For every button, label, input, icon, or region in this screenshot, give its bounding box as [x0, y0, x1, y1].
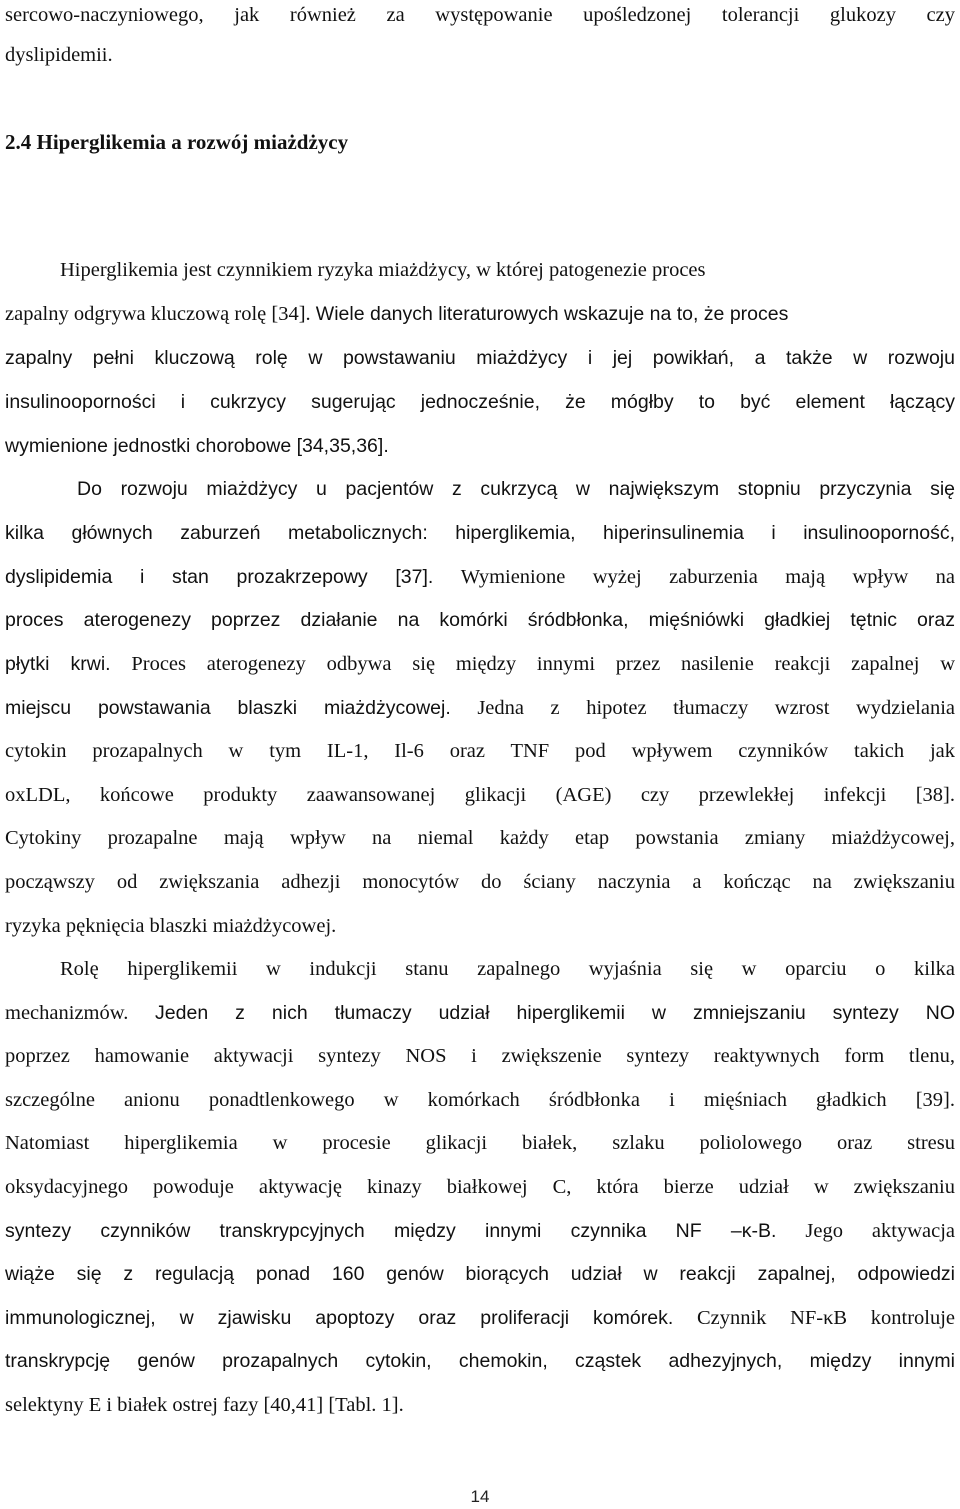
text-line: transkrypcję genów prozapalnych cytokin, chemokin, cząstek adhezyjnych, między innymi [5, 1350, 955, 1372]
text-line: oxLDL, końcowe produkty zaawansowanej glikacji (AGE) czy przewlekłej infekcji [38]. [5, 784, 955, 806]
text-line [5, 299, 955, 329]
text-line: począwszy od zwiększania adhezji monocytów do ściany naczynia a kończąc na zwiększaniu [5, 871, 955, 893]
text-segment: płytki krwi. [5, 653, 111, 675]
text-line: Hiperglikemia jest czynnikiem ryzyka miażdżycy, w której patogenezie proces [60, 259, 706, 281]
text-segment: miejscu powstawania blaszki miażdżycowej. [5, 697, 451, 719]
text-line: proces aterogenezy poprzez działanie na komórki śródbłonka, mięśniówki gładkiej tętnic oraz [5, 609, 955, 631]
text-segment: Czynnik NF-κB kontroluje [696, 1307, 956, 1329]
page-number: 14 [470, 1487, 490, 1506]
text-line: insulinooporności i cukrzycy sugerując jednocześnie, że mógłby to być element łączący [5, 391, 955, 413]
text-line [5, 562, 955, 592]
text-line: sercowo-naczyniowego, jak również za występowanie upośledzonej tolerancji glukozy czy [5, 4, 955, 26]
text-line: poprzez hamowanie aktywacji syntezy NOS i zwiększenie syntezy reaktywnych form tlenu, [5, 1045, 955, 1067]
text-line [5, 1303, 955, 1333]
text-line: wiąże się z regulacją ponad 160 genów biorących udział w reakcji zapalnej, odpowiedzi [5, 1263, 955, 1285]
text-segment: Proces aterogenezy odbywa się między innymi przez nasilenie reakcji zapalnej w [131, 653, 955, 675]
text-line: Cytokiny prozapalne mają wpływ na niemal każdy etap powstania zmiany miażdżycowej, [5, 827, 955, 849]
text-segment: Wiele danych literaturowych wskazuje na to, że proces [315, 303, 789, 325]
text-segment: Jeden z nich tłumaczy udział hiperglikemii w zmniejszaniu syntezy NO [155, 1002, 956, 1024]
text-line: wymienione jednostki chorobowe [34,35,36]. [5, 435, 389, 457]
text-segment: immunologicznej, w zjawisku apoptozy oraz proliferacji komórek. [5, 1307, 674, 1329]
text-segment: zapalny odgrywa kluczową rolę [34]. [5, 303, 311, 325]
text-segment: dyslipidemia i stan prozakrzepowy [37]. [5, 566, 434, 588]
text-line: Natomiast hiperglikemia w procesie glikacji białek, szlaku poliolowego oraz stresu [5, 1132, 955, 1154]
text-segment: mechanizmów. [5, 1002, 129, 1024]
text-line: Do rozwoju miażdżycy u pacjentów z cukrzycą w największym stopniu przyczynia się [77, 478, 955, 500]
text-segment: Jedna z hipotez tłumaczy wzrost wydzielania [477, 697, 956, 719]
text-line: cytokin prozapalnych w tym IL-1, Il-6 oraz TNF pod wpływem czynników takich jak [5, 740, 955, 762]
text-line: dyslipidemii. [5, 44, 113, 66]
text-segment: Wymienione wyżej zaburzenia mają wpływ na [460, 566, 956, 588]
text-line [5, 649, 955, 679]
text-segment: syntezy czynników transkrypcyjnych między innymi czynnika NF –κ-B. [5, 1220, 777, 1242]
text-segment: Jego aktywacja [805, 1220, 956, 1242]
text-line [5, 1216, 955, 1246]
text-line: Rolę hiperglikemii w indukcji stanu zapalnego wyjaśnia się w oparciu o kilka [60, 958, 955, 980]
text-line: zapalny pełni kluczową rolę w powstawaniu miażdżycy i jej powikłań, a także w rozwoju [5, 347, 955, 369]
text-line: szczególne anionu ponadtlenkowego w komórkach śródbłonka i mięśniach gładkich [39]. [5, 1089, 955, 1111]
text-line [5, 998, 955, 1028]
text-line [5, 693, 955, 723]
text-line: kilka głównych zaburzeń metabolicznych: hiperglikemia, hiperinsulinemia i insulinooporność, [5, 522, 955, 544]
text-line: oksydacyjnego powoduje aktywację kinazy białkowej C, która bierze udział w zwiększaniu [5, 1176, 955, 1198]
section-heading: 2.4 Hiperglikemia a rozwój miażdżycy [5, 130, 349, 154]
text-line: ryzyka pęknięcia blaszki miażdżycowej. [5, 915, 337, 937]
text-line: selektyny E i białek ostrej fazy [40,41] [Tabl. 1]. [5, 1394, 404, 1416]
